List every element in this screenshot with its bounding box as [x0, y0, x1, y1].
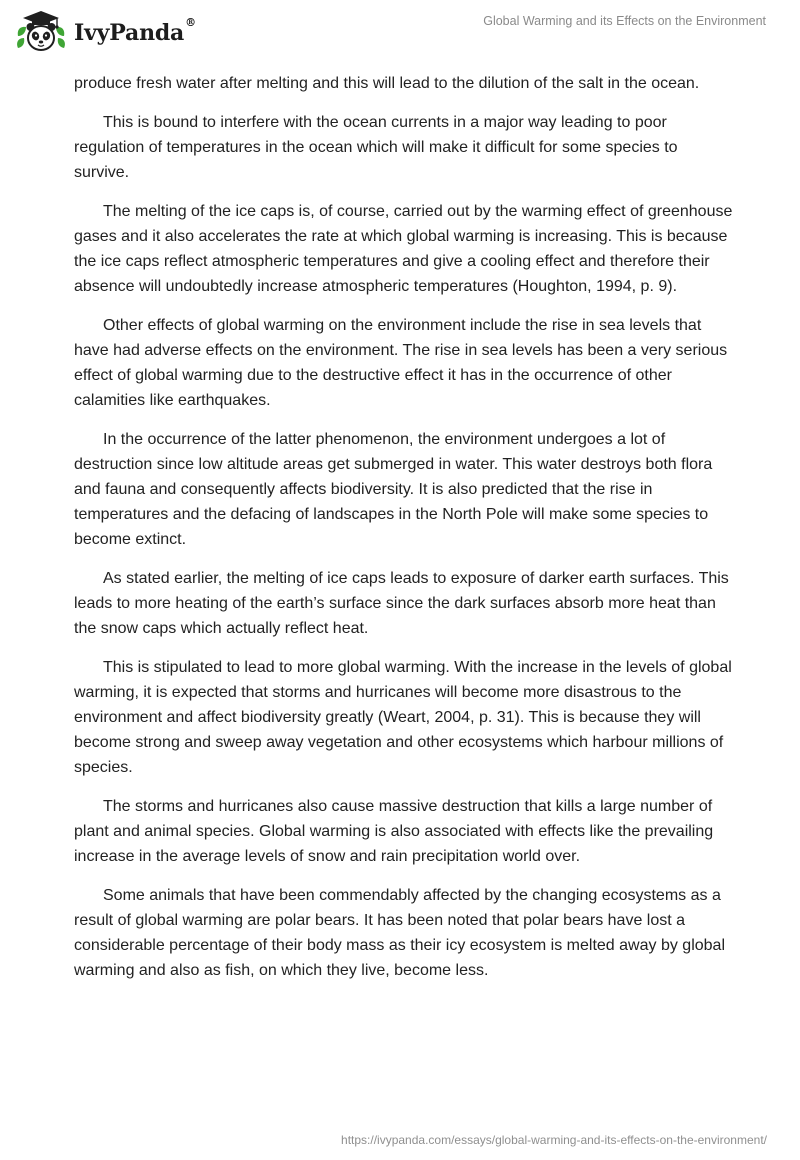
paragraph-continuation: produce fresh water after melting and this will lead to the dilution of the salt in the ocean.: [74, 75, 700, 92]
registered-mark: ®: [185, 16, 196, 29]
paragraph: Some animals that have been commendably affected by the changing ecosystems as a result of global warming are polar bears. It has been noted that polar bears have lost a considerable percentage of their body mass as their icy ecosystem is melted away by global warming and also as fish, on which they live, become less.: [74, 887, 725, 979]
panda-graduate-icon: [14, 9, 68, 55]
brand-logo[interactable]: [14, 9, 196, 55]
paragraph: In the occurrence of the latter phenomenon, the environment undergoes a lot of destruction since low altitude areas get submerged in water. This water destroys both flora and fauna and consequently affects biodiversity. It is also predicted that the rise in temperatures and the defacing of landscapes in the North Pole will make some species to become extinct.: [74, 431, 713, 548]
page-header: [0, 0, 800, 62]
source-url[interactable]: https://ivypanda.com/essays/global-warming-and-its-effects-on-the-environment/: [341, 1133, 767, 1147]
brand-name: IvyPanda®: [74, 16, 196, 46]
paragraph: This is bound to interfere with the ocean currents in a major way leading to poor regulation of temperatures in the ocean which will make it difficult for some species to survive.: [74, 114, 678, 181]
document-title: Global Warming and its Effects on the Environment: [483, 14, 766, 28]
paragraph: As stated earlier, the melting of ice caps leads to exposure of darker earth surfaces. This leads to more heating of the earth’s surface since the dark surfaces absorb more heat than the snow caps which actually reflect heat.: [74, 570, 729, 637]
paragraph: Other effects of global warming on the environment include the rise in sea levels that have had adverse effects on the environment. The rise in sea levels has been a very serious effect of global warming due to the destructive effect it has in the occurrence of other calamities like earthquakes.: [74, 317, 728, 409]
essay-body: [74, 71, 734, 997]
paragraph: The storms and hurricanes also cause massive destruction that kills a large number of plant and animal species. Global warming is also associated with effects like the prevailing increase in the average levels of snow and rain precipitation world over.: [74, 798, 714, 865]
paragraph: The melting of the ice caps is, of course, carried out by the warming effect of greenhouse gases and it also accelerates the rate at which global warming is increasing. This is because the ice caps reflect atmospheric temperatures and give a cooling effect and therefore their absence will undoubtedly increase atmospheric temperatures (Houghton, 1994, p. 9).: [74, 203, 733, 295]
paragraph: This is stipulated to lead to more global warming. With the increase in the levels of global warming, it is expected that storms and hurricanes will become more disastrous to the environment and affect biodiversity greatly (Weart, 2004, p. 31). This is because they will become strong and sweep away vegetation and other ecosystems which harbour millions of species.: [74, 659, 732, 776]
